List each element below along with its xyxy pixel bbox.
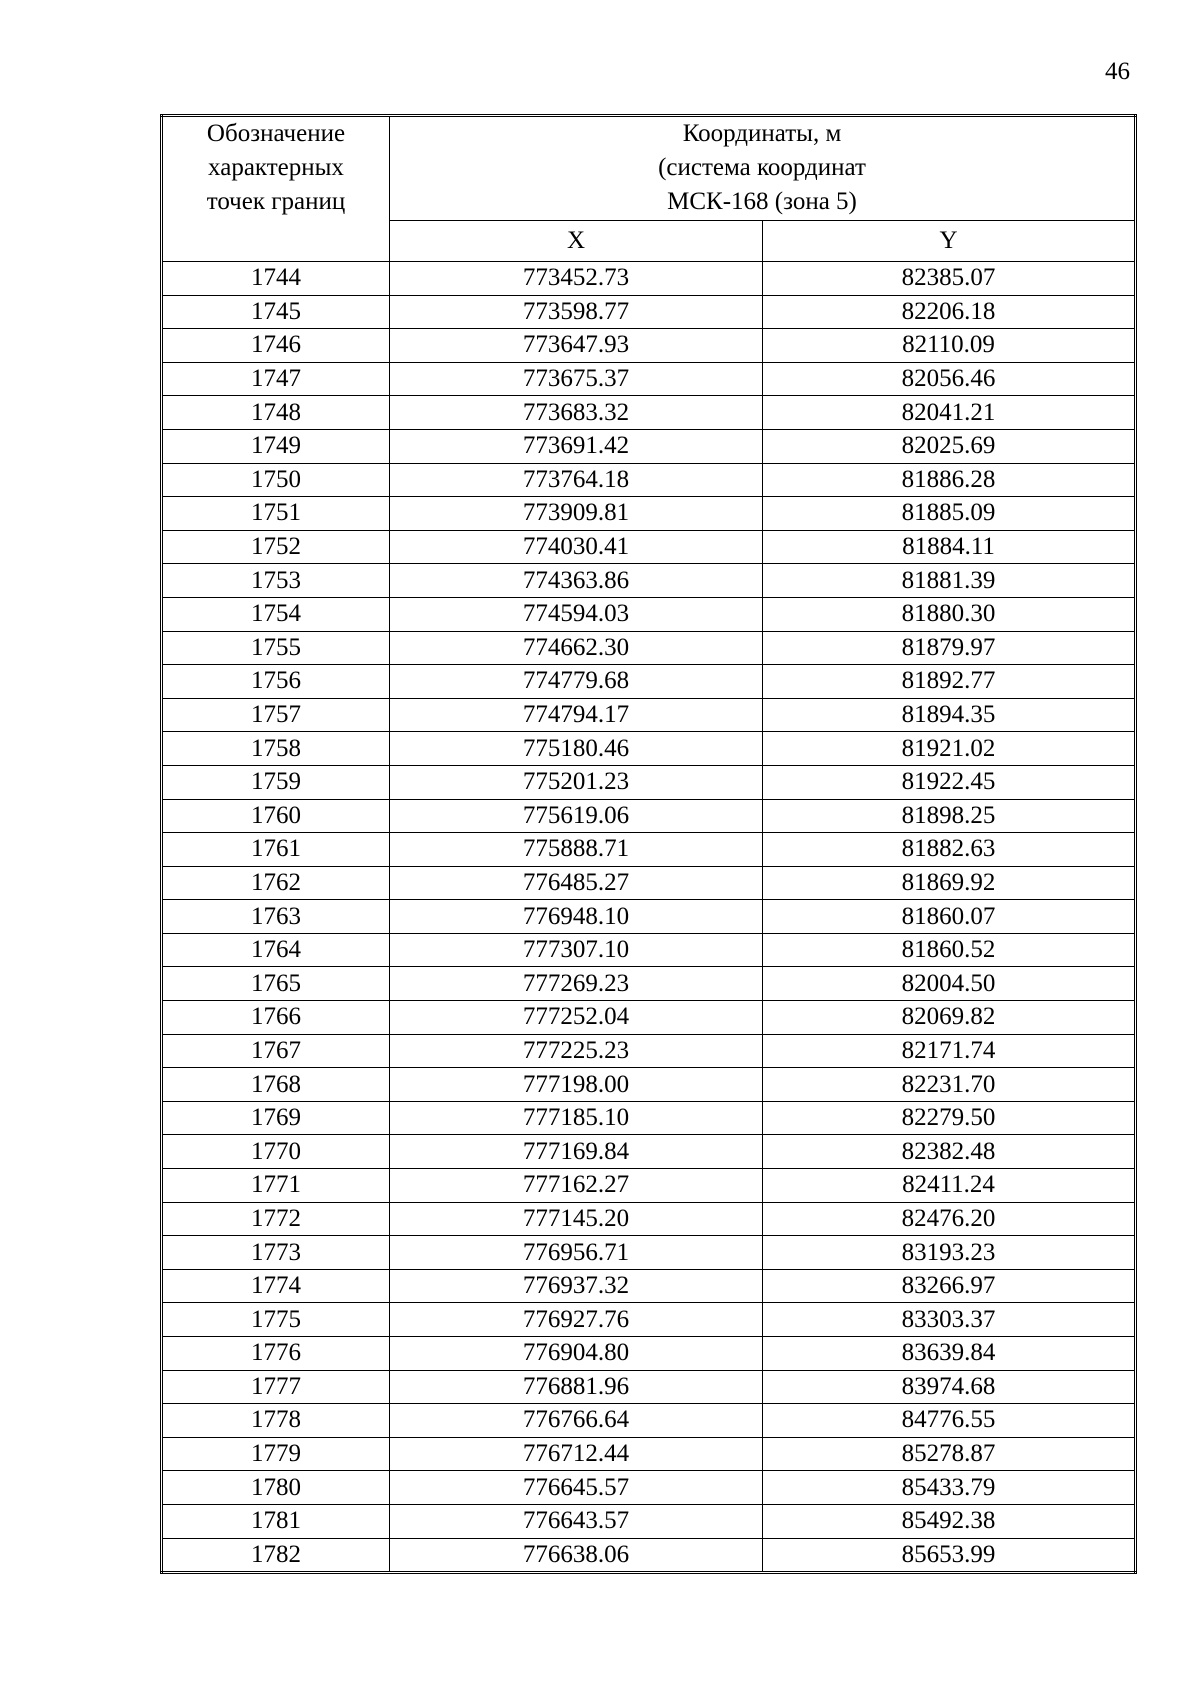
y-column-header: Y: [763, 221, 1136, 262]
x-cell: 773764.18: [390, 463, 763, 497]
y-cell: 82385.07: [763, 262, 1136, 296]
y-cell: 81898.25: [763, 799, 1136, 833]
y-cell: 85653.99: [763, 1538, 1136, 1573]
x-cell: 774779.68: [390, 665, 763, 699]
x-cell: 773683.32: [390, 396, 763, 430]
x-cell: 776948.10: [390, 900, 763, 934]
table-row: [162, 1034, 1136, 1068]
table-body: [162, 262, 1136, 1573]
table-row: [162, 1101, 1136, 1135]
table-row: [162, 1169, 1136, 1203]
y-cell: 82279.50: [763, 1101, 1136, 1135]
point-cell: 1780: [162, 1471, 390, 1505]
point-header-line: характерных: [208, 154, 344, 181]
point-cell: 1746: [162, 329, 390, 363]
table-row: [162, 665, 1136, 699]
table-row: [162, 799, 1136, 833]
table-row: [162, 1504, 1136, 1538]
x-cell: 776638.06: [390, 1538, 763, 1573]
point-cell: 1759: [162, 765, 390, 799]
y-cell: 85278.87: [763, 1437, 1136, 1471]
x-cell: 776927.76: [390, 1303, 763, 1337]
point-cell: 1753: [162, 564, 390, 598]
point-cell: 1761: [162, 833, 390, 867]
x-cell: 777307.10: [390, 933, 763, 967]
x-cell: 774030.41: [390, 530, 763, 564]
table-row: [162, 1404, 1136, 1438]
point-cell: 1773: [162, 1236, 390, 1270]
x-cell: 776643.57: [390, 1504, 763, 1538]
page-number: 46: [1105, 58, 1130, 85]
x-column-header: X: [390, 221, 763, 262]
point-cell: 1748: [162, 396, 390, 430]
table-row: [162, 262, 1136, 296]
x-cell: 774363.86: [390, 564, 763, 598]
table-row: [162, 329, 1136, 363]
coords-header-line: (система координат: [658, 154, 866, 181]
coordinates-table: [160, 114, 1137, 1574]
x-cell: 776904.80: [390, 1337, 763, 1371]
x-cell: 776485.27: [390, 866, 763, 900]
table-row: [162, 1538, 1136, 1573]
point-cell: 1767: [162, 1034, 390, 1068]
table-row: [162, 1471, 1136, 1505]
y-cell: 83266.97: [763, 1269, 1136, 1303]
y-cell: 81884.11: [763, 530, 1136, 564]
x-cell: 774794.17: [390, 698, 763, 732]
x-cell: 776766.64: [390, 1404, 763, 1438]
point-cell: 1747: [162, 362, 390, 396]
table-row: [162, 765, 1136, 799]
x-cell: 776645.57: [390, 1471, 763, 1505]
y-cell: 82382.48: [763, 1135, 1136, 1169]
point-cell: 1781: [162, 1504, 390, 1538]
table-row: [162, 1370, 1136, 1404]
x-cell: 776712.44: [390, 1437, 763, 1471]
y-cell: 82025.69: [763, 429, 1136, 463]
y-cell: 81881.39: [763, 564, 1136, 598]
point-cell: 1750: [162, 463, 390, 497]
x-cell: 777185.10: [390, 1101, 763, 1135]
point-cell: 1752: [162, 530, 390, 564]
table-row: [162, 597, 1136, 631]
y-cell: 82171.74: [763, 1034, 1136, 1068]
point-cell: 1774: [162, 1269, 390, 1303]
y-cell: 82004.50: [763, 967, 1136, 1001]
table-row: [162, 1236, 1136, 1270]
y-cell: 81860.52: [763, 933, 1136, 967]
x-cell: 777145.20: [390, 1202, 763, 1236]
point-cell: 1744: [162, 262, 390, 296]
table-row: [162, 833, 1136, 867]
x-cell: 773452.73: [390, 262, 763, 296]
y-cell: 82056.46: [763, 362, 1136, 396]
table-row: [162, 933, 1136, 967]
point-cell: 1756: [162, 665, 390, 699]
x-cell: 775619.06: [390, 799, 763, 833]
coords-header-line: МСК-168 (зона 5): [667, 188, 857, 215]
x-cell: 775888.71: [390, 833, 763, 867]
y-cell: 82231.70: [763, 1068, 1136, 1102]
x-cell: 776881.96: [390, 1370, 763, 1404]
point-cell: 1760: [162, 799, 390, 833]
x-cell: 773691.42: [390, 429, 763, 463]
y-cell: 81882.63: [763, 833, 1136, 867]
table-header-row: [162, 116, 1136, 221]
y-cell: 82110.09: [763, 329, 1136, 363]
point-cell: 1751: [162, 497, 390, 531]
table-row: [162, 362, 1136, 396]
point-cell: 1764: [162, 933, 390, 967]
y-cell: 84776.55: [763, 1404, 1136, 1438]
table-row: [162, 1001, 1136, 1035]
x-cell: 773647.93: [390, 329, 763, 363]
y-cell: 82411.24: [763, 1169, 1136, 1203]
table-row: [162, 1437, 1136, 1471]
table-row: [162, 564, 1136, 598]
x-cell: 773675.37: [390, 362, 763, 396]
x-cell: 773598.77: [390, 295, 763, 329]
x-cell: 773909.81: [390, 497, 763, 531]
point-cell: 1768: [162, 1068, 390, 1102]
x-cell: 776937.32: [390, 1269, 763, 1303]
point-cell: 1765: [162, 967, 390, 1001]
point-cell: 1766: [162, 1001, 390, 1035]
coords-header-line: Координаты, м: [682, 120, 842, 147]
table-row: [162, 698, 1136, 732]
point-header-line: точек границ: [206, 188, 346, 215]
x-cell: 777252.04: [390, 1001, 763, 1035]
point-cell: 1771: [162, 1169, 390, 1203]
table-row: [162, 1337, 1136, 1371]
table-row: [162, 1202, 1136, 1236]
point-cell: 1772: [162, 1202, 390, 1236]
point-header-line: Обозначение: [206, 120, 346, 147]
point-cell: 1762: [162, 866, 390, 900]
table-row: [162, 732, 1136, 766]
y-cell: 81879.97: [763, 631, 1136, 665]
y-cell: 81869.92: [763, 866, 1136, 900]
y-cell: 83639.84: [763, 1337, 1136, 1371]
y-cell: 81885.09: [763, 497, 1136, 531]
point-cell: 1745: [162, 295, 390, 329]
x-cell: 774662.30: [390, 631, 763, 665]
point-cell: 1757: [162, 698, 390, 732]
table-row: [162, 967, 1136, 1001]
point-cell: 1754: [162, 597, 390, 631]
y-cell: 83974.68: [763, 1370, 1136, 1404]
y-cell: 82476.20: [763, 1202, 1136, 1236]
x-cell: 775180.46: [390, 732, 763, 766]
point-cell: 1777: [162, 1370, 390, 1404]
table-row: [162, 866, 1136, 900]
point-cell: 1779: [162, 1437, 390, 1471]
table-row: [162, 463, 1136, 497]
point-cell: 1775: [162, 1303, 390, 1337]
point-cell: 1749: [162, 429, 390, 463]
table-row: [162, 429, 1136, 463]
x-cell: 777269.23: [390, 967, 763, 1001]
point-cell: 1776: [162, 1337, 390, 1371]
y-cell: 81880.30: [763, 597, 1136, 631]
x-cell: 777162.27: [390, 1169, 763, 1203]
table-row: [162, 900, 1136, 934]
table-row: [162, 295, 1136, 329]
table-row: [162, 1269, 1136, 1303]
point-cell: 1770: [162, 1135, 390, 1169]
y-cell: 85492.38: [763, 1504, 1136, 1538]
table-row: [162, 1135, 1136, 1169]
y-cell: 81894.35: [763, 698, 1136, 732]
x-cell: 774594.03: [390, 597, 763, 631]
table-row: [162, 396, 1136, 430]
y-cell: 82041.21: [763, 396, 1136, 430]
y-cell: 81921.02: [763, 732, 1136, 766]
x-cell: 776956.71: [390, 1236, 763, 1270]
y-cell: 81922.45: [763, 765, 1136, 799]
point-cell: 1778: [162, 1404, 390, 1438]
point-designation-header: [162, 116, 390, 262]
y-cell: 83303.37: [763, 1303, 1136, 1337]
x-cell: 777169.84: [390, 1135, 763, 1169]
table-row: [162, 631, 1136, 665]
y-cell: 81860.07: [763, 900, 1136, 934]
y-cell: 82206.18: [763, 295, 1136, 329]
table-row: [162, 1303, 1136, 1337]
table-row: [162, 497, 1136, 531]
point-cell: 1769: [162, 1101, 390, 1135]
point-cell: 1763: [162, 900, 390, 934]
y-cell: 85433.79: [763, 1471, 1136, 1505]
y-cell: 82069.82: [763, 1001, 1136, 1035]
y-cell: 81886.28: [763, 463, 1136, 497]
table-row: [162, 1068, 1136, 1102]
table-row: [162, 530, 1136, 564]
point-cell: 1758: [162, 732, 390, 766]
x-cell: 777225.23: [390, 1034, 763, 1068]
y-cell: 81892.77: [763, 665, 1136, 699]
point-cell: 1782: [162, 1538, 390, 1573]
point-cell: 1755: [162, 631, 390, 665]
y-cell: 83193.23: [763, 1236, 1136, 1270]
coordinates-header: [390, 116, 1136, 221]
x-cell: 775201.23: [390, 765, 763, 799]
x-cell: 777198.00: [390, 1068, 763, 1102]
